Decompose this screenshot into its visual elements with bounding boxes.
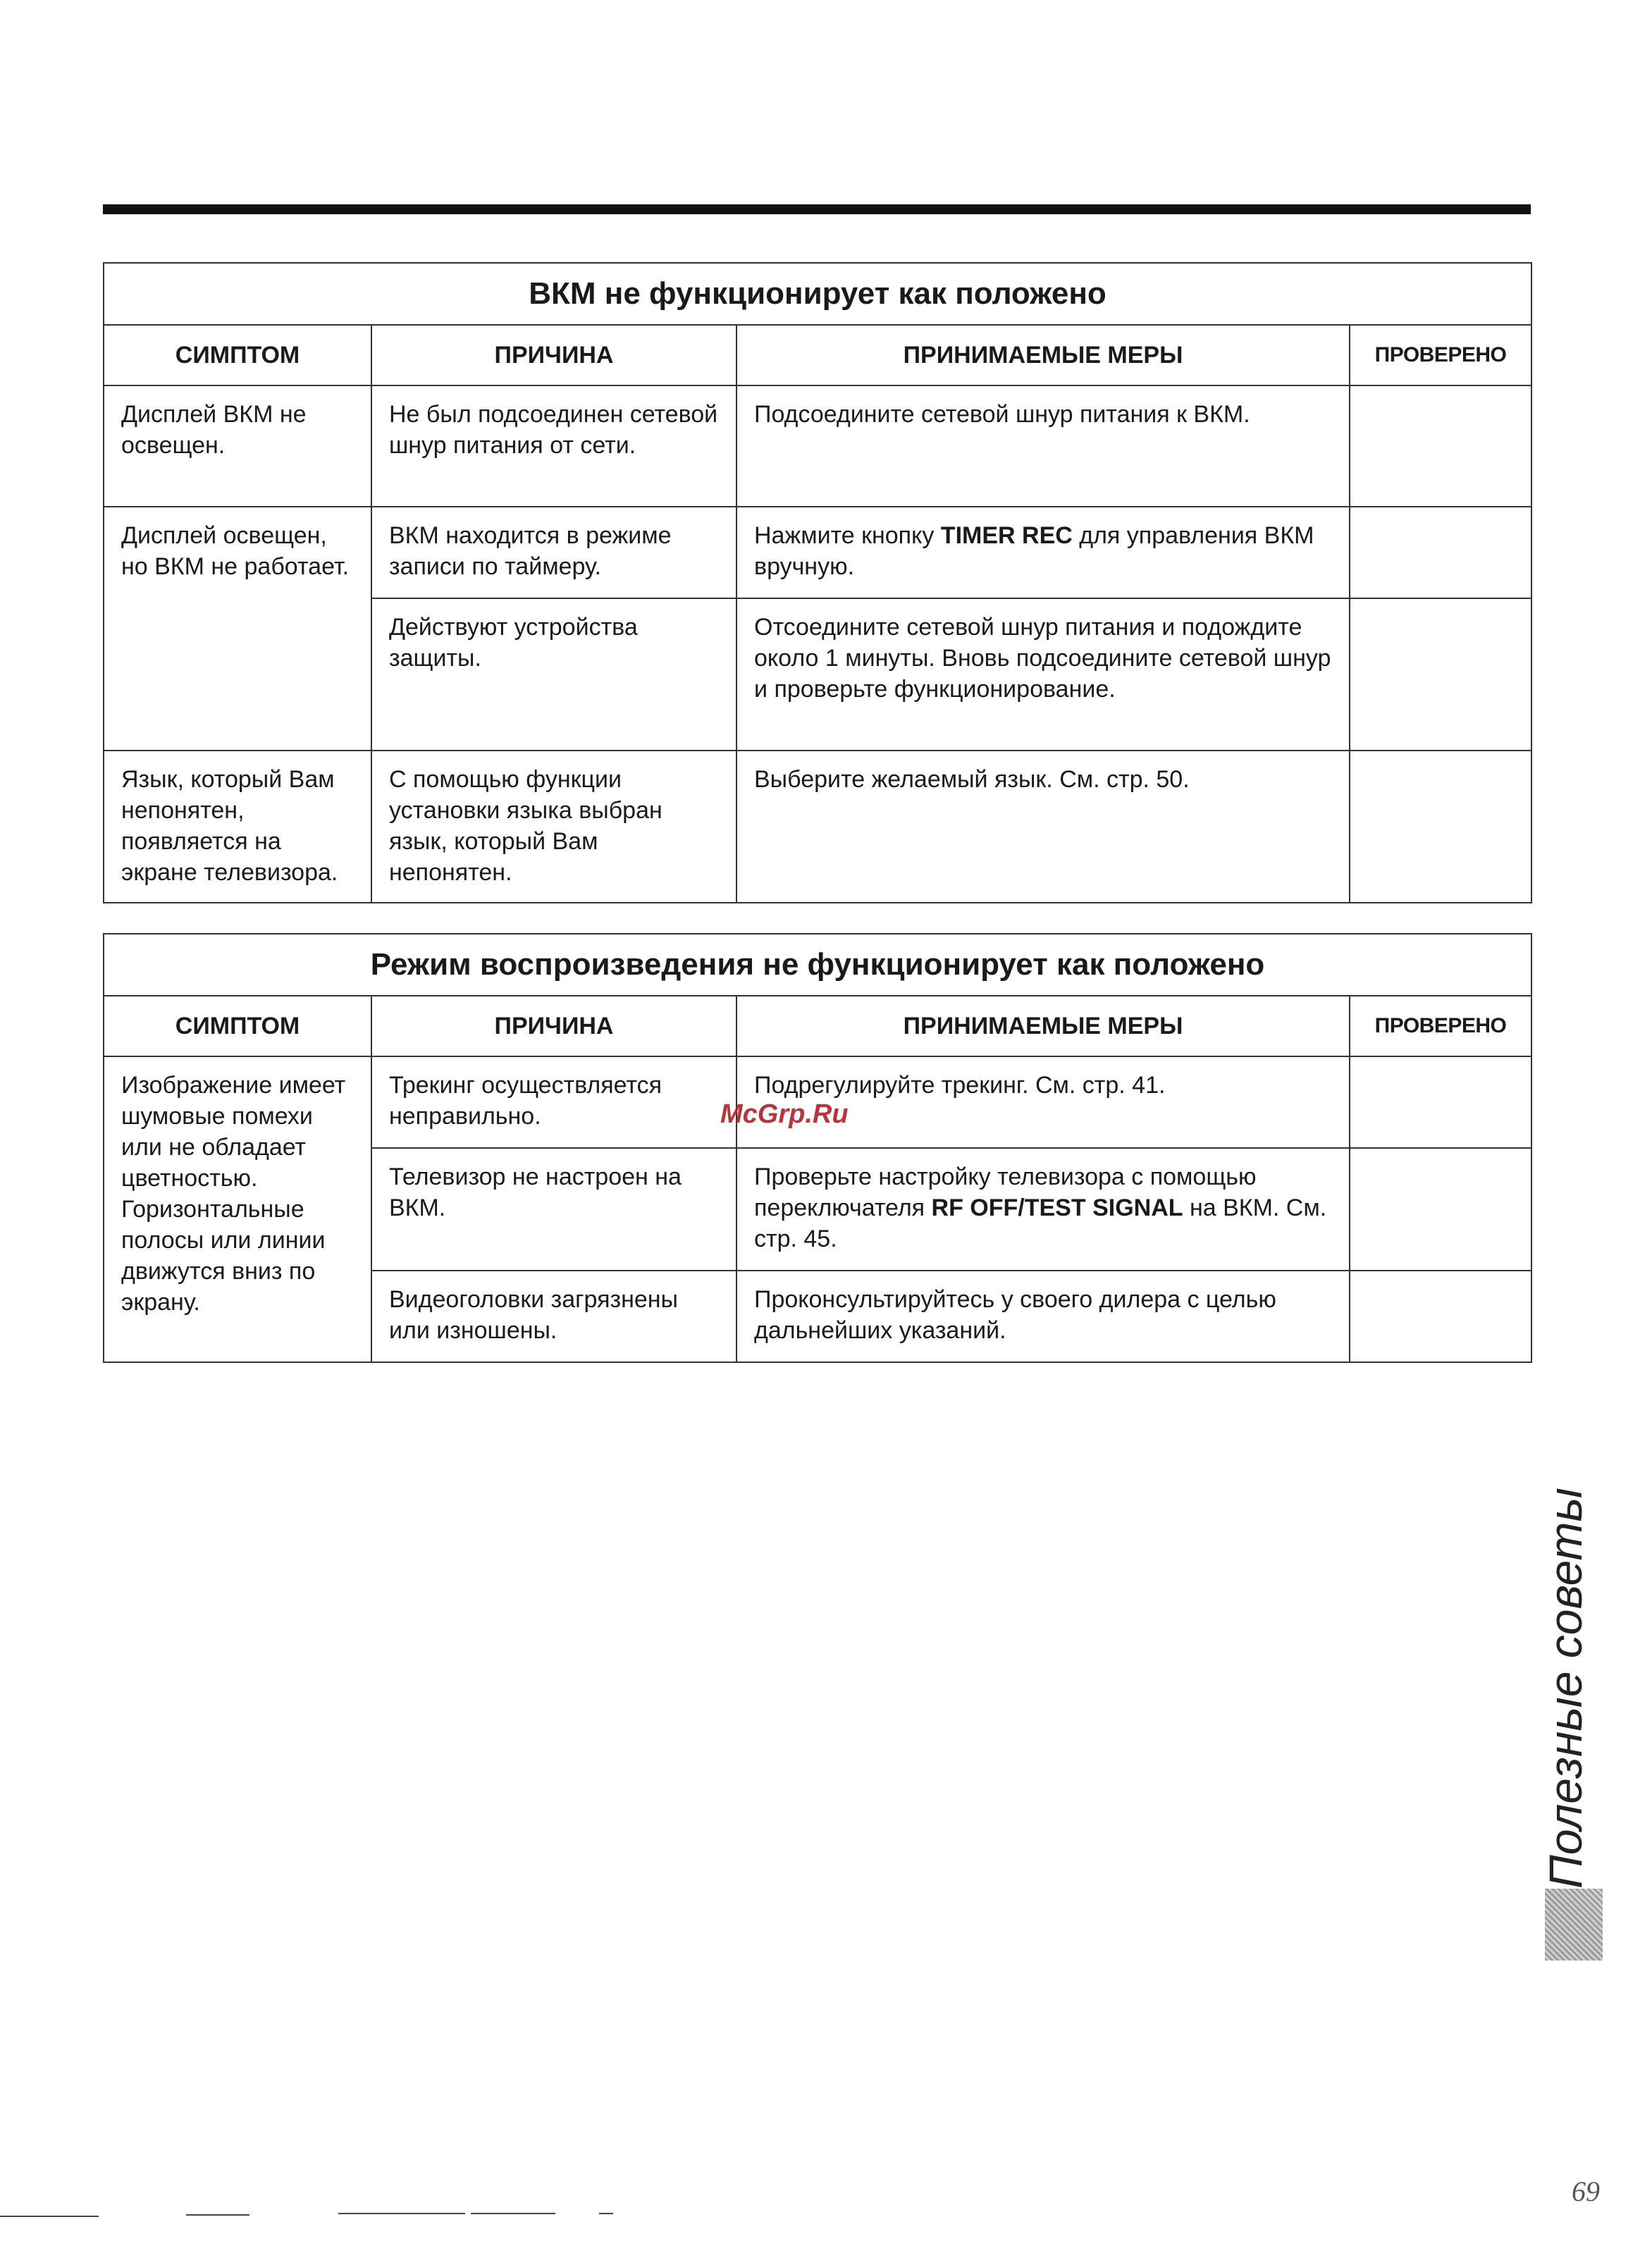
checked-cell	[1350, 598, 1531, 751]
action-cell: Отсоедините сетевой шнур питания и подождите около 1 минуты. Вновь подсоедините сетевой шнур и проверьте функционирование.	[736, 598, 1350, 751]
header-action: ПРИНИМАЕМЫЕ МЕРЫ	[736, 325, 1350, 385]
action-text: на ВКМ. См. стр. 45.	[754, 1194, 1327, 1252]
switch-name-rf-off: RF OFF/TEST SIGNAL	[931, 1194, 1183, 1221]
table-row	[104, 385, 1531, 507]
cause-cell: Видеоголовки загрязнены или изношены.	[371, 1271, 736, 1362]
symptom-cell: Язык, который Вам непонятен, появляется на экране телевизора.	[104, 751, 371, 903]
checked-cell	[1350, 507, 1531, 598]
symptom-cell: Дисплей освещен, но ВКМ не работает.	[104, 507, 371, 751]
checked-cell	[1350, 1271, 1531, 1362]
troubleshooting-table-vcr	[103, 262, 1532, 903]
cause-cell: Трекинг осуществляется неправильно.	[371, 1056, 736, 1148]
action-cell: Подсоедините сетевой шнур питания к ВКМ.	[736, 385, 1350, 507]
action-cell: Проконсультируйтесь у своего дилера с целью дальнейших указаний.	[736, 1271, 1350, 1362]
action-text: Нажмите кнопку	[754, 522, 941, 549]
cause-cell: ВКМ находится в режиме записи по таймеру.	[371, 507, 736, 598]
table-title: ВКМ не функционирует как положено	[104, 263, 1531, 325]
symptom-cell: Изображение имеет шумовые помехи или не обладает цветностью. Горизонтальные полосы или линии движутся вниз по экрану.	[104, 1056, 371, 1362]
checked-cell	[1350, 385, 1531, 507]
side-tab-marker	[1545, 1889, 1603, 1961]
header-cause: ПРИЧИНА	[371, 325, 736, 385]
scan-artifact-line	[471, 2213, 555, 2214]
header-action: ПРИНИМАЕМЫЕ МЕРЫ	[736, 996, 1350, 1056]
button-name-timer-rec: TIMER REC	[940, 522, 1073, 549]
scan-artifact-line	[338, 2213, 465, 2214]
header-checked: ПРОВЕРЕНО	[1350, 996, 1531, 1056]
header-symptom: СИМПТОМ	[104, 996, 371, 1056]
action-cell: Выберите желаемый язык. См. стр. 50.	[736, 751, 1350, 903]
header-symptom: СИМПТОМ	[104, 325, 371, 385]
table-row	[104, 507, 1531, 598]
header-checked: ПРОВЕРЕНО	[1350, 325, 1531, 385]
checked-cell	[1350, 1148, 1531, 1271]
cause-cell: С помощью функции установки языка выбран язык, который Вам непонятен.	[371, 751, 736, 903]
cause-cell: Телевизор не настроен на ВКМ.	[371, 1148, 736, 1271]
symptom-cell: Дисплей ВКМ не освещен.	[104, 385, 371, 507]
scan-artifact-line	[186, 2214, 249, 2216]
checked-cell	[1350, 751, 1531, 903]
scan-artifact-line	[0, 2216, 99, 2217]
cause-cell: Не был подсоединен сетевой шнур питания от сети.	[371, 385, 736, 507]
action-cell	[736, 507, 1350, 598]
troubleshooting-table-playback	[103, 933, 1532, 1363]
watermark: McGrp.Ru	[720, 1099, 849, 1129]
table-row	[104, 751, 1531, 903]
side-tab-label: Полезные советы	[1539, 1487, 1591, 1889]
action-cell: Подрегулируйте трекинг. См. стр. 41.	[736, 1056, 1350, 1148]
scan-artifact-line	[599, 2213, 613, 2214]
header-cause: ПРИЧИНА	[371, 996, 736, 1056]
page-number: 69	[1572, 2175, 1600, 2207]
top-rule	[103, 204, 1531, 214]
action-text: Проверьте настройку телевизора с помощью переключателя	[754, 1163, 1257, 1221]
table-title: Режим воспроизведения не функционирует как положено	[104, 934, 1531, 996]
checked-cell	[1350, 1056, 1531, 1148]
action-cell	[736, 1148, 1350, 1271]
cause-cell: Действуют устройства защиты.	[371, 598, 736, 751]
action-text: для управления ВКМ вручную.	[754, 522, 1314, 580]
